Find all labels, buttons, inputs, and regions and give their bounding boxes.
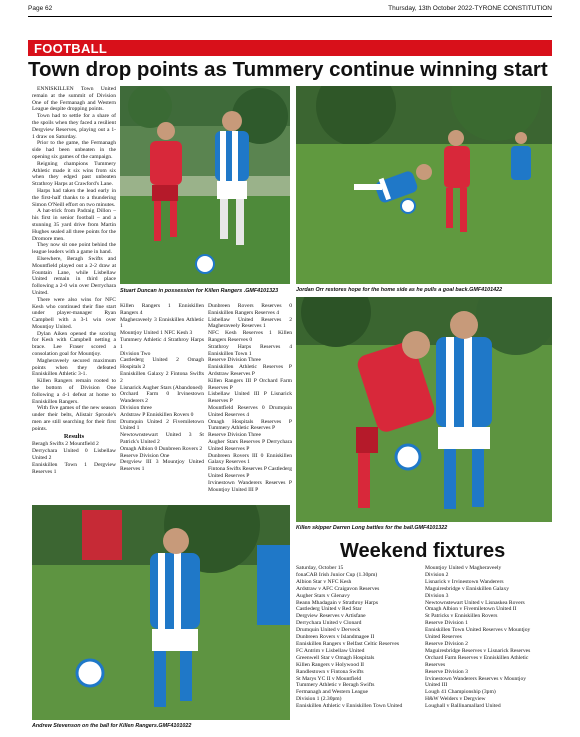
- caption-photo-1: Stuart Duncan in possession for Killen Rangers .GMF4101323: [120, 288, 279, 294]
- result-line: Strathroy Harps Reserves 4 Enniskillen Town 1: [208, 343, 292, 357]
- fixture-line: Castlederg United v Red Star: [296, 606, 362, 613]
- result-line: Reserve Division Three: [208, 357, 262, 364]
- results-column-3: [208, 303, 292, 493]
- headline: Town drop points as Tummery continue winning start: [28, 58, 548, 81]
- result-line: Lisbellaw United Reserves 2 Magheraveely Reserves 1: [208, 316, 292, 330]
- fixture-line: United Reserves: [425, 634, 462, 641]
- result-line: Omagh Hospitals Reserves P Tummery Athletic Reserves P: [208, 418, 292, 432]
- fixture-line: Division 1 (2.30pm): [296, 696, 342, 703]
- fixture-line: Maguiresbridge Reserves v Lisnarick Reserves: [425, 647, 531, 654]
- article-paragraph: Killen Rangers remain rooted to the bottom of Division One following a 4-1 defeat at home to Enniskillen Rangers.: [32, 378, 116, 405]
- article-paragraph: Harps had taken the lead early in the first-half thanks to a thundering Simon O'Neill effort on two minutes.: [32, 187, 116, 208]
- article-paragraph: Elsewhere, Beragh Swifts and Mountfield played out a 2-2 draw at Fountain Lane, while Lisbellaw United remain in third place following a 2-0 win over Derrychara United.: [32, 255, 116, 296]
- fixtures-column-1: [296, 565, 421, 710]
- fixture-line: Greenwell Star v Omagh Hospitals: [296, 654, 375, 661]
- fixture-line: Killen Rangers v Holywood II: [296, 661, 365, 668]
- fixture-line: United III: [425, 682, 448, 689]
- fixture-line: Loughall v Ballinamallard United: [425, 703, 501, 710]
- fixture-line: Irvinestown Wanderers Reserves v Mountjoy: [425, 675, 527, 682]
- result-line: Orchard Farm 0 Irvinestown Wanderers 2: [120, 391, 204, 405]
- fixture-line: Reserve Division 3: [425, 668, 468, 675]
- article-paragraph: ENNISKILLEN Town United remain at the summit of Division One of the Fermanagh and Western League despite dropping points.: [32, 86, 116, 113]
- photo-stevenson: [32, 505, 290, 720]
- article-paragraph: There were also wins for NFC Kesh who continued their fine start under player-manager Ryan Campbell with a 3-1 win over Mountjoy United.: [32, 296, 116, 330]
- caption-photo-2: Jordan Orr restores hope for the home side as he pulls a goal back.GMF4101422: [296, 287, 503, 293]
- photo-duncan: [120, 86, 290, 284]
- result-line: Drumquin United 2 Fivemiletown United 1: [120, 418, 204, 432]
- result-line: Enniskillen Town 1 Dergview Reserves 1: [32, 461, 116, 475]
- fixture-line: Newtownstewart United v Lisnaskea Rovers: [425, 599, 525, 606]
- result-line: Dunbreen Rovers Reserves 0 Enniskillen Rangers Reserves 4: [208, 303, 292, 316]
- result-line: Dergview III 3 Mountjoy United Reserves 1: [120, 459, 204, 473]
- fixture-line: Enniskillen Athletic v Enniskillen Town United: [296, 703, 403, 710]
- result-line: Fintona Swifts Reserves P Castlederg United Reserves P: [208, 466, 292, 479]
- result-line: Newtownstewart United 3 St Patrick's United 2: [120, 432, 204, 445]
- fixture-line: Randlestown v Fintona Swifts: [296, 668, 364, 675]
- article-paragraph: Town had to settle for a share of the spoils when they faced a resilient Dergview Reserves, playing out a 1-1 draw on Saturday.: [32, 113, 116, 140]
- result-line: Dunbreen Rovers III 0 Enniskillen Galaxy Reserves 1: [208, 452, 292, 466]
- section-label: FOOTBALL: [34, 41, 108, 56]
- fixture-line: St Patricks v Enniskillen Rovers: [425, 613, 498, 620]
- result-line: Division Two: [120, 350, 151, 357]
- fixture-line: Augher Stars v Glenavy: [296, 592, 350, 599]
- fixture-line: Reserve Division 1: [425, 620, 468, 627]
- result-line: Killen Rangers 1 Enniskillen Rangers 4: [120, 303, 204, 316]
- fixture-line: Lough 41 Championship (3pm): [425, 689, 496, 696]
- fixture-line: Maguiresbridge v Enniskillen Galaxy: [425, 585, 510, 592]
- publication-date: Thursday, 13th October 2022-TYRONE CONSTITUTION: [388, 5, 552, 12]
- fixture-line: Tummery Athletic v Beragh Swifts: [296, 682, 375, 689]
- fixture-line: Drumquin United v Derveck: [296, 627, 361, 634]
- caption-photo-3: Killen skipper Darren Long battles for the ball.GMF4101322: [296, 525, 448, 531]
- header-rule: [28, 16, 552, 17]
- photo-orr: [296, 86, 552, 284]
- photo-long: [296, 297, 552, 522]
- article-paragraph: Reigning champions Tummery Athletic made it six wins from six when they edged past unbeaten Strathroy Harps at Crawford's Lane.: [32, 160, 116, 188]
- result-line: Enniskillen Galaxy 2 Fintona Swifts 2: [120, 370, 204, 384]
- result-line: Irvinestown Wanderers Reserves P Mountjoy United III P: [208, 479, 292, 493]
- article-column-1: [32, 86, 116, 498]
- fixture-line: Omagh Albion v Fivemiletown United II: [425, 606, 517, 613]
- result-line: Ardstraw P Enniskillen Rovers 0: [120, 411, 194, 418]
- fixture-line: Derrychara United v Clonard: [296, 620, 362, 627]
- result-line: Reserve Division Three: [208, 432, 262, 439]
- results-column-2: [120, 303, 204, 473]
- fixture-line: Division 3: [425, 592, 449, 599]
- result-line: Lisbellaw United III P Lisnarick Reserves P: [208, 391, 292, 405]
- fixture-line: Reserve Division 2: [425, 640, 468, 647]
- caption-photo-4: Andrew Stevenson on the ball for Killen Rangers.GMF4101022: [32, 723, 192, 729]
- article-paragraph: A hat-trick from Padraig Dillon – his first in senior football – and a stunning 35 yard drive from Martin Hughes sealed all three points for the Dromore men.: [32, 208, 116, 242]
- football: [196, 255, 214, 273]
- result-line: Beragh Swifts 2 Mountfield 2: [32, 441, 99, 448]
- page-number: Page 62: [28, 5, 53, 12]
- fixture-line: Ardstraw v AFC Craigavon Reserves: [296, 585, 380, 592]
- fixture-line: Dunbreen Rovers v Islandmagee II: [296, 634, 375, 641]
- result-line: Killen Rangers III P Orchard Farm Reserves P: [208, 377, 292, 391]
- fixture-line: St Marys YC II v Mountfield: [296, 675, 362, 682]
- fixtures-title: Weekend fixtures: [340, 540, 506, 562]
- fixture-line: Albion Star v NFC Kesh: [296, 578, 352, 585]
- section-banner: [28, 40, 552, 56]
- player-edge: [257, 545, 290, 625]
- fixture-line: Orchard Farm Reserves v Enniskillen Athletic: [425, 654, 529, 661]
- fixture-line: fonaCAB Irish Junior Cup (1.30pm): [296, 571, 378, 578]
- fixture-line: Saturday, October 15: [296, 565, 344, 571]
- football: [396, 445, 420, 469]
- results-heading: Results: [63, 432, 85, 440]
- result-line: Magheraveely 3 Enniskillen Athletic 1: [120, 316, 204, 330]
- result-line: Castlederg United 2 Omagh Hospitals 2: [120, 357, 204, 371]
- result-line: Division three: [120, 404, 152, 411]
- result-line: Augher Stars Reserves P Derrychara United Reserves P: [208, 438, 292, 452]
- fixture-line: Enniskillen Town United Reserves v Mountjoy: [425, 627, 531, 634]
- page-header: [0, 0, 580, 16]
- result-line: Derrychara United 0 Lisbellaw United 2: [32, 448, 116, 462]
- result-line: Omagh Albion 0 Dunbreen Rovers 2: [120, 445, 203, 452]
- fixture-line: Fermanagh and Western League: [296, 689, 368, 696]
- result-line: Lisnarick Augher Stars (Abandoned): [120, 384, 203, 391]
- article-paragraph: Prior to the game, the Fermanagh side had been unbeaten in the opening six games of the campaign.: [32, 140, 116, 160]
- result-line: Mountjoy United 1 NFC Kesh 3: [120, 330, 193, 337]
- fixture-line: Beann Mhadagain v Strathroy Harps: [296, 599, 379, 606]
- fixture-line: Division 2: [425, 571, 449, 578]
- result-line: Mountfield Reserves 0 Drumquin United Reserves 4: [208, 404, 292, 418]
- result-line: Enniskillen Athletic Reserves P Ardstraw Reserves P: [208, 364, 292, 377]
- fixture-line: Mountjoy United v Magheraveely: [425, 565, 502, 571]
- result-line: Reserve Division One: [120, 452, 170, 459]
- football: [401, 199, 415, 213]
- fixture-line: Reserves: [425, 661, 446, 668]
- article-paragraph: Dylan Aiken opened the scoring for Kesh with Campbell netting a brace. Lee Fraser scored a consolation goal for Mountjoy.: [32, 330, 116, 358]
- fixtures-column-2: [425, 565, 552, 710]
- fixture-line: Lisnarick v Irvinestown Wanderers: [425, 578, 504, 585]
- fixture-line: Enniskillen Rangers v Belfast Celtic Reserves: [296, 640, 399, 647]
- fixture-line: FC Antrim v Lisbellaw United: [296, 647, 365, 654]
- article-paragraph: They now sit one point behind the league leaders with a game in hand.: [32, 242, 116, 256]
- fixture-line: Dergview Reserves v Artisfane: [296, 613, 366, 620]
- article-paragraph: With five games of the new season under their belts, Alistair Sproule's men are still searching for their first points.: [32, 405, 116, 432]
- fixture-line: H&W Welders v Dergview: [425, 696, 486, 703]
- football: [77, 660, 103, 686]
- article-paragraph: Magheraveely secured maximum points when they defeated Enniskillen Athletic 3-1.: [32, 357, 116, 378]
- result-line: NFC Kesh Reserves 1 Killen Rangers Reserves 0: [208, 330, 292, 343]
- result-line: Tummery Athletic 4 Strathroy Harps 1: [120, 336, 204, 350]
